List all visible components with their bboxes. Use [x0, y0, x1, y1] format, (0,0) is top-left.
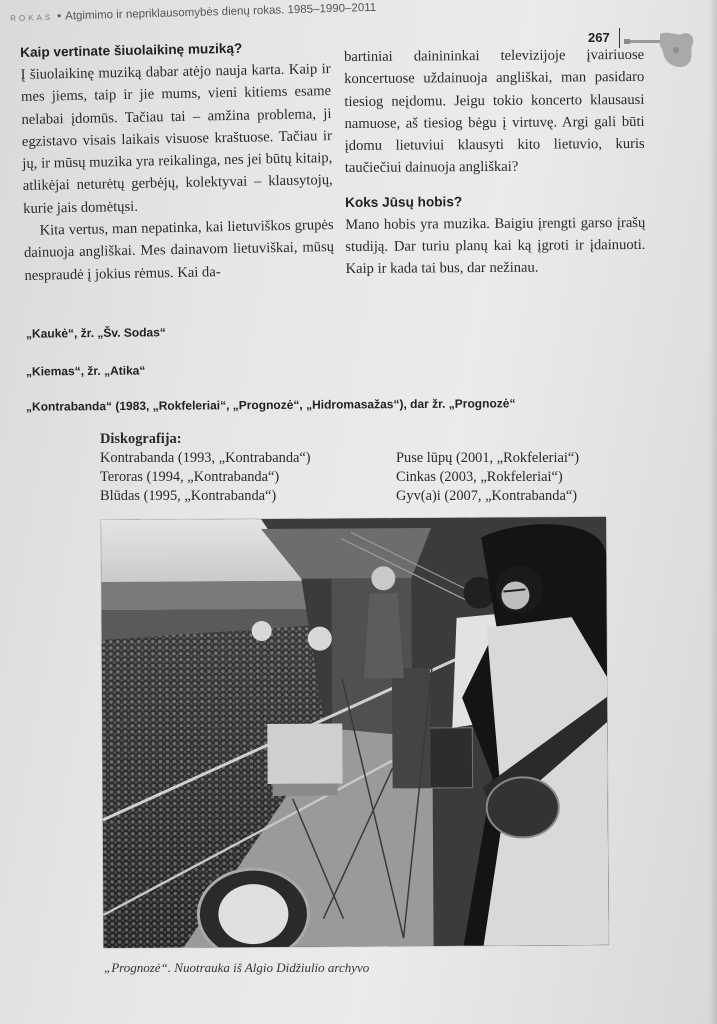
discography-item: Cinkas (2003, „Rokfeleriai“) — [396, 469, 563, 485]
discography — [100, 430, 600, 506]
discography-item: Puse lūpų (2001, „Rokfeleriai“) — [396, 450, 580, 466]
entry-heading-kontrabanda: „Kontrabanda“ (1983, „Rokfeleriai“, „Prognozė“, „Hidromasažas“), dar žr. „Prognozė“ — [25, 396, 516, 414]
entry-heading-kiemas: „Kiemas“, žr. „Atika“ — [25, 363, 146, 379]
discography-list-left — [100, 449, 396, 506]
header-separator: • — [56, 10, 62, 23]
photo-caption: „Prognozė“. Nuotrauka iš Algio Didžiulio archyvo — [104, 960, 370, 975]
entry-heading-kauke: „Kaukė“, žr. „Šv. Sodas“ — [25, 325, 166, 341]
page-edge-shadow — [709, 0, 717, 1024]
discography-list-right — [396, 449, 579, 506]
discography-item: Teroras (1994, „Kontrabanda“) — [100, 469, 280, 485]
answer-paragraph: Kita vertus, man nepatinka, kai lietuviškos grupės dainuoja angliškai. Mes dainavom lietuviškai, mūsų nesprаudė į jokius rėmus. Kai da- — [23, 217, 335, 284]
answer-paragraph: bartiniai dainininkai televizijoje įvairiuose koncertuose uždainuoja angliškai, man pasidaro tiesiog neįdomu. Jeigu tokio koncerto klausausi namuose, aš tiesiog bėgu į virtuvę. Argi gali būti įdomu lietuviui klausyti kito lietuvio, kuris taučiečiui dainuoja angliškai? — [344, 46, 645, 177]
answer-paragraph: Mano hobis yra muzika. Baigiu įrengti garso įrašų studiją. Dar turiu planų kai ką įgroti ir įdainuoti. Kaip ir kada tai bus, dar nežinau. — [345, 214, 646, 278]
answer-paragraph: Į šiuolaikinę muziką dabar atėjo nauja karta. Kaip ir mes jiems, taip ir jie mums, vieni kitiems esame nelabai įdomūs. Tačiau tai – amžina problema, ji egzistavo visais laikais visuose kraštuose. Tačiau ir jų, ir mūsų muzika yra reikalinga, nes jei būtų kitaip, atlikėjai neturėtų gerbėjų, kolektyvai – klausytojų, kurie jais domėtųsi. — [20, 61, 333, 217]
question-hobby: Koks Jūsų hobis? — [345, 193, 463, 210]
discography-item: Gyv(a)i (2007, „Kontrabanda“) — [396, 488, 578, 504]
series-label: ROKAS — [10, 12, 54, 23]
page-number: 267 — [588, 30, 610, 45]
band-photo — [101, 517, 609, 948]
right-column — [344, 44, 646, 281]
question-modern-music: Kaip vertinate šiuolaikinę muziką? — [20, 40, 243, 60]
running-head — [10, 1, 410, 24]
book-title: Atgimimo ir nepriklausomybės dienų rokas. 1985–1990–2011 — [65, 1, 377, 23]
discography-item: Kontrabanda (1993, „Kontrabanda“) — [100, 450, 311, 466]
left-column — [20, 36, 335, 287]
discography-item: Blūdas (1995, „Kontrabanda“) — [100, 488, 277, 504]
discography-title: Diskografija: — [100, 431, 182, 447]
